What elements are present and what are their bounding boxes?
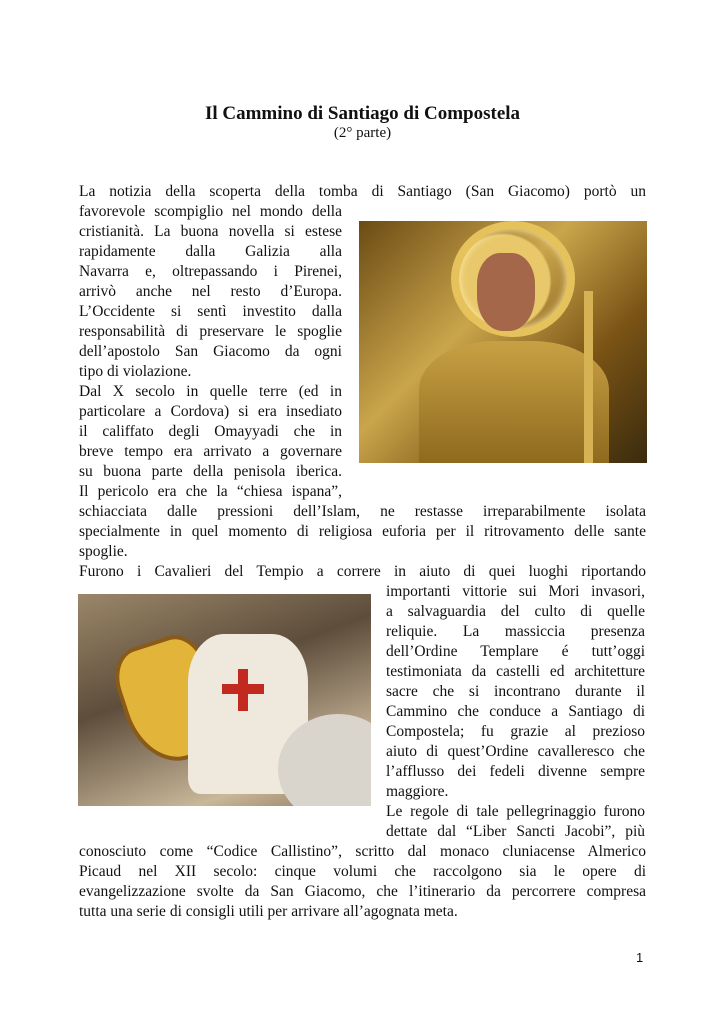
text-line: sacre che si incontrano durante il — [386, 683, 645, 700]
text-line: tutta una serie di consigli utili per arrivare all’agognata meta. — [79, 903, 458, 920]
text-line: Navarra e, oltrepassando i Pirenei, — [79, 263, 342, 280]
text-line: a salvaguardia del culto di quelle — [386, 603, 645, 620]
text-line: tipo di violazione. — [79, 363, 192, 380]
staff-shape — [584, 291, 593, 463]
text-line: particolare a Cordova) si era insediato — [79, 403, 342, 420]
text-line: reliquie. La massiccia presenza — [386, 623, 645, 640]
templar-knight-image — [78, 594, 371, 806]
text-line: dell’Ordine Templare é tutt’oggi — [386, 643, 645, 660]
text-line: cristianità. La buona novella si estese — [79, 223, 342, 240]
page-subtitle: (2° parte) — [333, 125, 392, 141]
text-line: aiuto di quest’Ordine cavalleresco che — [386, 743, 645, 760]
text-line: rapidamente dalla Galizia alla — [79, 243, 342, 260]
text-line: dell’apostolo San Giacomo da ogni — [79, 343, 342, 360]
text-line: l’afflusso dei fedeli divenne sempre — [386, 763, 645, 780]
page-number: 1 — [636, 950, 644, 965]
text-line: importanti vittorie sui Mori invasori, — [386, 583, 645, 600]
text-line: Picaud nel XII secolo: cinque volumi che raccolgono sia le opere di — [79, 863, 646, 880]
text-line: breve tempo era arrivato a governare — [79, 443, 342, 460]
text-line: Furono i Cavalieri del Tempio a correre in aiuto di quei luoghi riportando — [79, 563, 646, 580]
cross-shape-horizontal — [222, 684, 264, 694]
text-line: Cammino che conduce a Santiago di — [386, 703, 645, 720]
text-line: spoglie. — [79, 543, 128, 560]
face-shape — [477, 253, 535, 331]
text-line: conosciuto come “Codice Callistino”, scritto dal monaco cluniacense Almerico — [79, 843, 646, 860]
text-line: Dal X secolo in quelle terre (ed in — [79, 383, 342, 400]
santiago-statue-image — [359, 221, 647, 463]
text-line: schiacciata dalle pressioni dell’Islam, ne restasse irreparabilmente isolata — [79, 503, 646, 520]
text-line: testimoniata da castelli ed architetture — [386, 663, 645, 680]
text-line: su buona parte della penisola iberica. — [79, 463, 342, 480]
text-line: Compostela; fu grazie al prezioso — [386, 723, 645, 740]
text-line: dettate dal “Liber Sancti Jacobi”, più — [386, 823, 645, 840]
text-line: il califfato degli Omayyadi che in — [79, 423, 342, 440]
text-line: favorevole scompiglio nel mondo della — [79, 203, 342, 220]
text-line: evangelizzazione svolte da San Giacomo, che l’itinerario da percorrere compresa — [79, 883, 646, 900]
robe-shape — [419, 341, 609, 463]
text-line: maggiore. — [386, 783, 449, 800]
page-title: Il Cammino di Santiago di Compostela — [204, 103, 521, 124]
text-line: responsabilità di preservare le spoglie — [79, 323, 342, 340]
text-line: La notizia della scoperta della tomba di Santiago (San Giacomo) portò un — [79, 183, 646, 200]
text-line: specialmente in quel momento di religiosa euforia per il ritrovamento delle sante — [79, 523, 646, 540]
text-line: L’Occidente si sentì investito dalla — [79, 303, 342, 320]
text-line: Le regole di tale pellegrinaggio furono — [386, 803, 645, 820]
text-line: arrivò anche nel resto d’Europa. — [79, 283, 342, 300]
text-line: Il pericolo era che la “chiesa ispana”, — [79, 483, 342, 500]
